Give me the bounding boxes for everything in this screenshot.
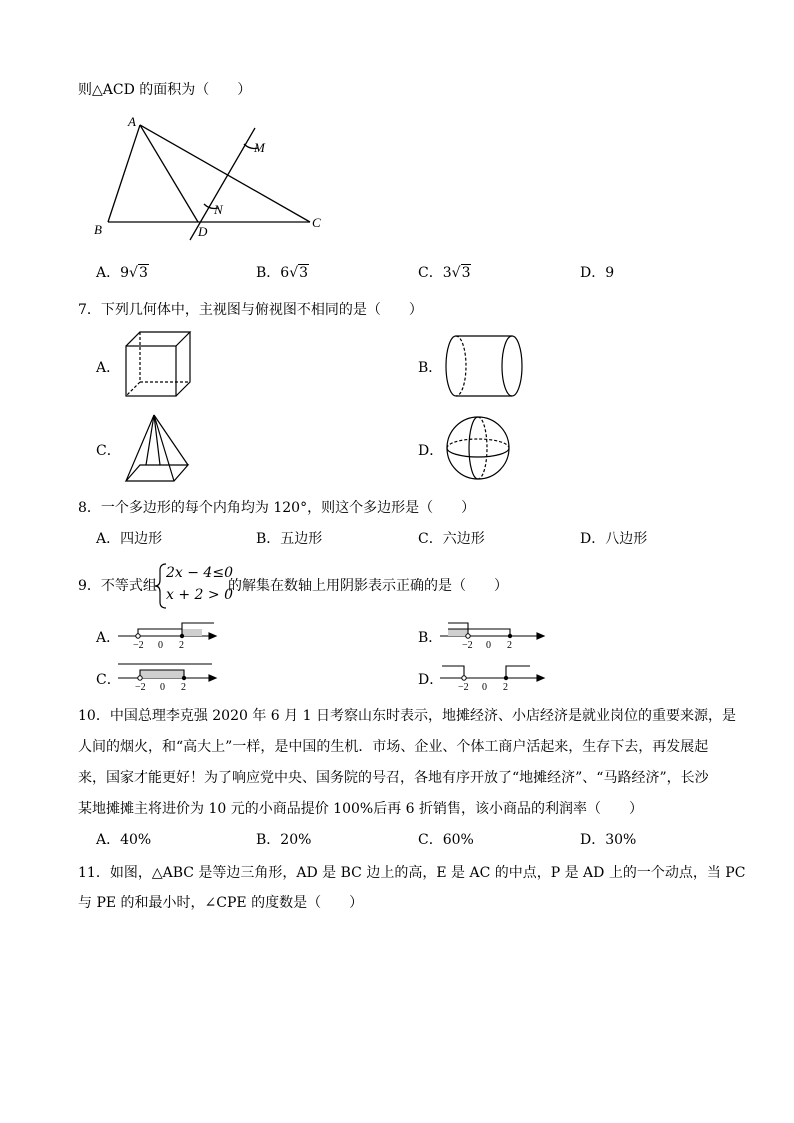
q9-option-b-numberline[interactable] bbox=[440, 620, 546, 650]
q6-triangle-figure bbox=[88, 112, 338, 244]
q7-option-c-label[interactable]: C． bbox=[96, 443, 121, 459]
q8-option-c[interactable]: C．六边形 bbox=[418, 531, 485, 547]
edge-ac bbox=[140, 125, 310, 222]
cylinder-icon[interactable] bbox=[444, 334, 528, 398]
q10-option-b[interactable]: B．20% bbox=[256, 832, 312, 848]
q7-stem: 7．下列几何体中，主视图与俯视图不相同的是（ ） bbox=[78, 302, 423, 318]
q7-option-b-label[interactable]: B． bbox=[418, 360, 443, 376]
svg-text:−2: −2 bbox=[133, 640, 144, 650]
edge-ab bbox=[108, 125, 140, 222]
q7-option-a-label[interactable]: A． bbox=[96, 360, 121, 376]
q10-line-1: 10．中国总理李克强 2020 年 6 月 1 日考察山东时表示，地摊经济、小店经济是就业岗位的重要来源，是 bbox=[78, 708, 736, 724]
q8-stem: 8．一个多边形的每个内角均为 120°，则这个多边形是（ ） bbox=[78, 500, 476, 516]
q9-option-d-numberline[interactable] bbox=[440, 660, 546, 692]
svg-text:2: 2 bbox=[507, 640, 512, 650]
svg-text:−2: −2 bbox=[135, 682, 146, 692]
q8-option-a[interactable]: A．四边形 bbox=[96, 531, 163, 547]
sphere-icon[interactable] bbox=[444, 414, 512, 482]
svg-text:0: 0 bbox=[482, 682, 487, 692]
svg-text:2: 2 bbox=[181, 682, 186, 692]
q9-stem-prefix: 9．不等式组 bbox=[78, 578, 157, 594]
q10-line-2: 人间的烟火，和“高大上”一样，是中国的生机．市场、企业、个体工商户活起来，生存下去，再发展起 bbox=[78, 739, 709, 755]
svg-text:−2: −2 bbox=[458, 682, 469, 692]
svg-text:0: 0 bbox=[158, 640, 163, 650]
q6-option-d[interactable]: D．9 bbox=[580, 265, 615, 281]
q10-option-c[interactable]: C．60% bbox=[418, 832, 474, 848]
q9-inequality-system bbox=[166, 562, 233, 606]
svg-text:2: 2 bbox=[179, 640, 184, 650]
svg-text:0: 0 bbox=[486, 640, 491, 650]
q6-option-b[interactable]: B．6√3 bbox=[256, 265, 309, 281]
label-a: A bbox=[128, 114, 136, 129]
q7-option-d-label[interactable]: D． bbox=[418, 443, 444, 459]
q11-line-1: 11．如图，△ABC 是等边三角形，AD 是 BC 边上的高，E 是 AC 的中点，P 是 AD 上的一个动点，当 PC bbox=[78, 865, 746, 881]
q6-option-a[interactable]: A．9√3 bbox=[96, 265, 148, 281]
q9-stem-suffix: 的解集在数轴上用阴影表示正确的是（ ） bbox=[228, 578, 508, 594]
edge-ad bbox=[140, 125, 198, 222]
q11-line-2: 与 PE 的和最小时，∠CPE 的度数是（ ） bbox=[78, 895, 364, 911]
q9-ineq-1: 2x − 4≤0 bbox=[166, 565, 233, 581]
cube-icon[interactable] bbox=[122, 330, 194, 400]
q10-option-d[interactable]: D．30% bbox=[580, 832, 637, 848]
q10-option-a[interactable]: A．40% bbox=[96, 832, 152, 848]
label-c: C bbox=[312, 215, 321, 230]
q8-option-b[interactable]: B．五边形 bbox=[256, 531, 323, 547]
label-b: B bbox=[94, 222, 102, 237]
pyramid-icon[interactable] bbox=[122, 413, 194, 485]
label-n: N bbox=[214, 202, 223, 217]
q9-option-b-label[interactable]: B． bbox=[418, 630, 443, 646]
q6-stem-tail: 则△ACD 的面积为（ ） bbox=[78, 82, 252, 98]
label-d: D bbox=[198, 224, 208, 239]
q10-line-4: 某地摊摊主将进价为 10 元的小商品提价 100%后再 6 折销售，该小商品的利润率（ ） bbox=[78, 801, 643, 817]
q8-option-d[interactable]: D．八边形 bbox=[580, 531, 648, 547]
label-m: M bbox=[254, 140, 265, 155]
svg-text:2: 2 bbox=[503, 682, 508, 692]
q9-option-a-numberline[interactable] bbox=[118, 620, 218, 650]
svg-text:−2: −2 bbox=[462, 640, 473, 650]
q9-option-c-numberline[interactable] bbox=[118, 660, 218, 692]
q10-line-3: 来，国家才能更好！为了响应党中央、国务院的号召，各地有序开放了“地摊经济”、“马路经济”，长沙 bbox=[78, 770, 709, 786]
q9-option-a-label[interactable]: A． bbox=[96, 630, 121, 646]
q9-option-d-label[interactable]: D． bbox=[418, 672, 444, 688]
q6-option-c[interactable]: C．3√3 bbox=[418, 265, 471, 281]
q9-option-c-label[interactable]: C． bbox=[96, 672, 121, 688]
q9-ineq-2: x + 2 > 0 bbox=[166, 587, 233, 603]
svg-text:0: 0 bbox=[160, 682, 165, 692]
